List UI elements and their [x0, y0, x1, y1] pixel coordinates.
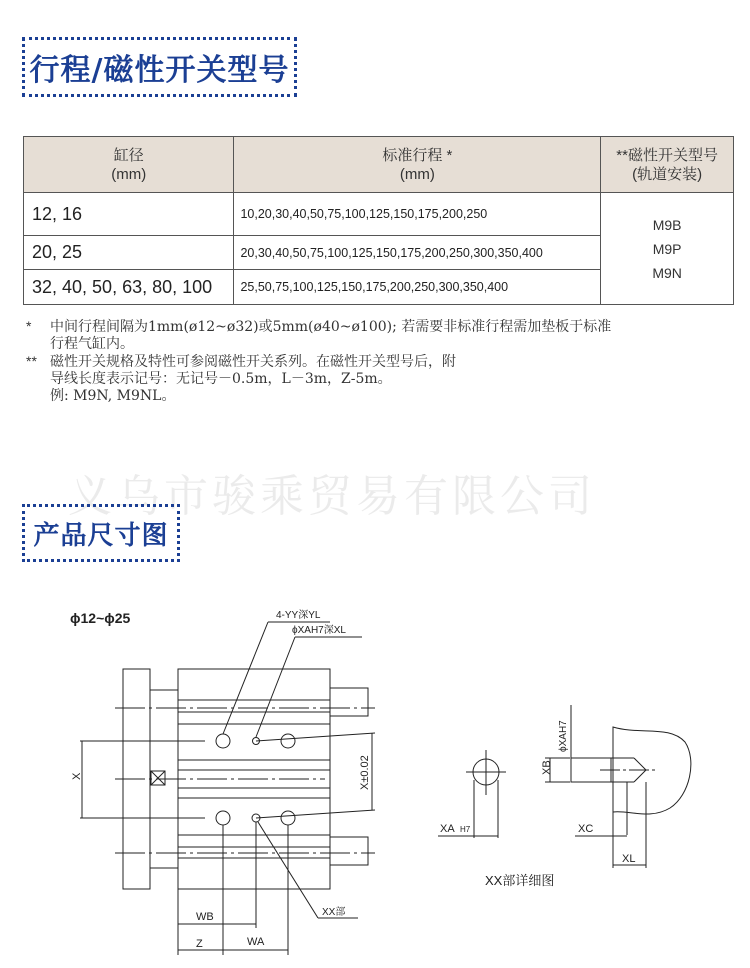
detail-xb-label: XB [541, 760, 553, 775]
detail-xl-label: XL [622, 853, 636, 865]
stroke-switch-table [23, 136, 734, 305]
dim-wb-label: WB [196, 911, 214, 923]
header-stroke: 标准行程 * (mm) [234, 137, 601, 193]
bore-cell: 20, 25 [24, 236, 234, 270]
section-title-text: 产品尺寸图 [33, 520, 169, 551]
section-title-dimensions [22, 504, 180, 562]
note-mark: ** [26, 353, 37, 369]
switch-models-cell [601, 193, 734, 305]
header-switch: **磁性开关型号 (轨道安装) [601, 137, 734, 193]
dim-x-label: X [71, 772, 83, 780]
note-text: 导线长度表示记号：无记号－0.5m，L－3m，Z-5m。 [50, 371, 392, 387]
switch-model: M9B [652, 216, 682, 233]
detail-xc-label: XC [578, 823, 594, 835]
section-title-stroke-switch [22, 37, 297, 97]
stroke-cell: 25,50,75,100,125,150,175,200,250,300,350,400 [234, 270, 601, 305]
callout-holes: 4-YY深YL [276, 610, 321, 621]
dimension-drawing [0, 580, 750, 968]
bore-cell: 12, 16 [24, 193, 234, 236]
header-bore: 缸径 (mm) [24, 137, 234, 193]
note-text: 中间行程间隔为1mm(ø12~ø32)或5mm(ø40~ø100); 若需要非标准行程需加垫板于标准 [50, 319, 612, 335]
note-mark: * [26, 318, 32, 334]
stroke-cell: 10,20,30,40,50,75,100,125,150,175,200,250 [234, 193, 601, 236]
dim-wa-label: WA [247, 936, 265, 948]
footnotes [26, 318, 611, 405]
note-text: 磁性开关规格及特性可参阅磁性开关系列。在磁性开关型号后，附 [50, 354, 456, 370]
callout-xx: XX部 [322, 907, 346, 918]
callout-pin: ϕXAH7深XL [292, 625, 346, 636]
section-title-text: 行程/磁性开关型号 [29, 53, 290, 88]
switch-model: M9P [652, 240, 682, 257]
table-row [24, 193, 734, 236]
detail-xa-fit-label: H7 [460, 825, 471, 834]
detail-xa-label: XA [440, 823, 455, 835]
detail-title: XX部详细图 [485, 873, 555, 888]
table-header-row [24, 137, 734, 193]
dim-x-tol-label: X±0.02 [359, 755, 371, 790]
note-text: 行程气缸内。 [50, 336, 134, 352]
range-label: ϕ12~ϕ25 [70, 610, 131, 626]
stroke-cell: 20,30,40,50,75,100,125,150,175,200,250,300,350,400 [234, 236, 601, 270]
dim-z-label: Z [196, 938, 203, 950]
switch-model: M9N [652, 264, 682, 281]
watermark: 义乌市骏乘贸易有限公司 [68, 471, 596, 522]
note-text: 例: M9N, M9NL。 [50, 388, 176, 404]
bore-cell: 32, 40, 50, 63, 80, 100 [24, 270, 234, 305]
detail-xah7-label: ϕXAH7 [558, 720, 569, 752]
